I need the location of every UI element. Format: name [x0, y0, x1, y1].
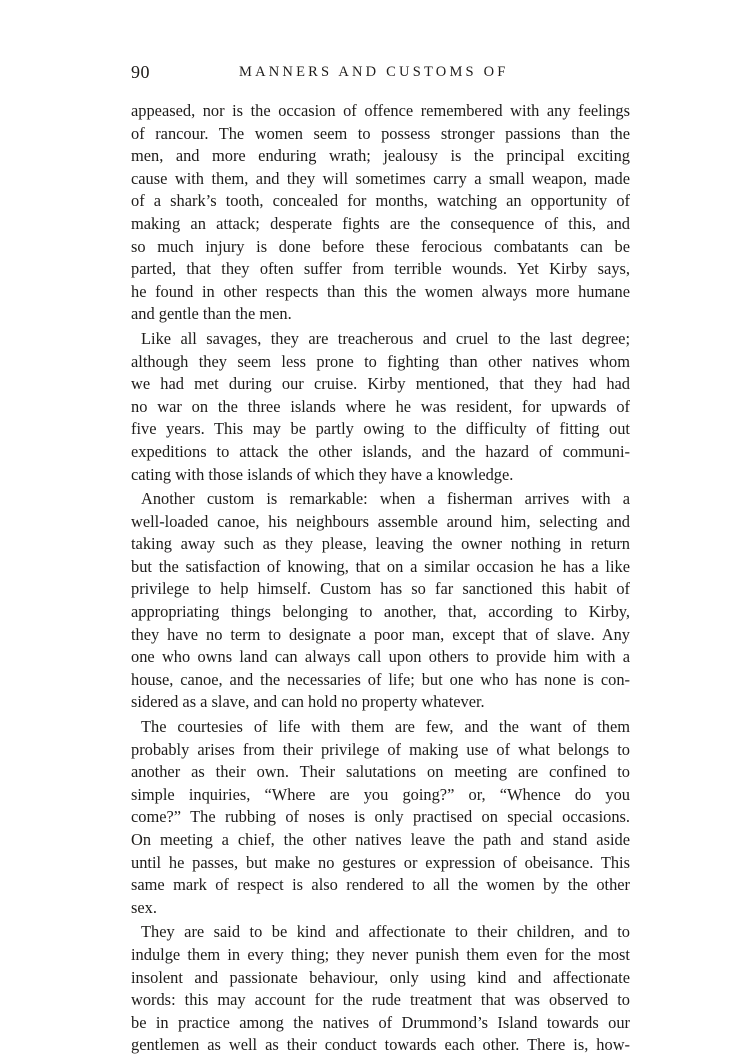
text-line: Like all savages, they are treacherous and cruel to the last degree; [141, 328, 630, 348]
text-line: indulge them in every thing; they never punish them even for the most [131, 944, 630, 964]
text-line: appeased, nor is the occasion of offence remembered with any feelings [131, 101, 630, 120]
paragraph-1 [131, 100, 630, 326]
text-line: same mark of respect is also rendered to all the women by the other [131, 875, 630, 895]
text-line: he found in other respects than this the women always more humane [131, 281, 630, 301]
text-line: gentlemen as well as their conduct towards each other. There is, how- [131, 1035, 630, 1055]
paragraph-3 [131, 488, 630, 714]
paragraph-2 [131, 328, 630, 486]
text-line: they have no term to designate a poor man, except that of slave. Any [131, 624, 630, 644]
text-line: They are said to be kind and affectionate to their children, and to [141, 922, 630, 942]
text-line: house, canoe, and the necessaries of life; but one who has none is con- [131, 669, 630, 689]
text-line: making an attack; desperate fights are the consequence of this, and [131, 213, 630, 233]
text-line: simple inquiries, “Where are you going?” or, “Whence do you [131, 784, 630, 804]
text-line: words: this may account for the rude treatment that was observed to [131, 990, 630, 1010]
text-line: men, and more enduring wrath; jealousy is the principal exciting [131, 146, 630, 166]
text-line: The courtesies of life with them are few, and the want of them [141, 717, 630, 737]
text-line: sex. [131, 897, 157, 917]
running-title: MANNERS AND CUSTOMS OF [239, 64, 509, 80]
text-line: although they seem less prone to fighting than other natives whom [131, 351, 630, 371]
text-line: another as their own. Their salutations on meeting are confined to [131, 762, 630, 782]
text-line: cause with them, and they will sometimes carry a small weapon, made [131, 168, 630, 188]
text-line: and gentle than the men. [131, 304, 292, 324]
text-line: be in practice among the natives of Drummond’s Island towards our [131, 1012, 630, 1032]
text-line: of a shark’s tooth, concealed for months, watching an opportunity of [131, 191, 630, 211]
paragraph-5 [131, 921, 630, 1057]
text-line: insolent and passionate behaviour, only using kind and affectionate [131, 967, 630, 987]
paragraph-4 [131, 716, 630, 919]
body-text [131, 100, 630, 1057]
text-line: of rancour. The women seem to possess stronger passions than the [131, 123, 630, 143]
text-line: taking away such as they please, leaving the owner nothing in return [131, 534, 630, 554]
running-head [131, 62, 631, 88]
text-line: come?” The rubbing of noses is only practised on special occasions. [131, 807, 630, 827]
text-line: one who owns land can always call upon others to provide him with a [131, 647, 630, 667]
text-line: cating with those islands of which they have a knowledge. [131, 464, 514, 484]
text-line: so much injury is done before these ferocious combatants can be [131, 236, 630, 256]
text-line: On meeting a chief, the other natives leave the path and stand aside [131, 830, 630, 849]
text-line: Another custom is remarkable: when a fisherman arrives with a [141, 489, 630, 509]
page-number: 90 [131, 62, 150, 82]
text-line: five years. This may be partly owing to the difficulty of fitting out [131, 419, 630, 439]
text-line: until he passes, but make no gestures or expression of obeisance. This [131, 852, 630, 872]
text-line: privilege to help himself. Custom has so far sanctioned this habit of [131, 579, 630, 599]
text-line: sidered as a slave, and can hold no property whatever. [131, 692, 485, 712]
text-line: appropriating things belonging to another, that, according to Kirby, [131, 602, 630, 622]
text-line: but the satisfaction of knowing, that on a similar occasion he has a like [131, 556, 630, 576]
text-line: well-loaded canoe, his neighbours assemble around him, selecting and [131, 511, 630, 531]
text-line: we had met during our cruise. Kirby mentioned, that they had had [131, 374, 630, 394]
text-line: expeditions to attack the other islands, and the hazard of communi- [131, 441, 630, 461]
text-line: no war on the three islands where he was resident, for upwards of [131, 396, 630, 416]
text-line: probably arises from their privilege of making use of what belongs to [131, 739, 630, 759]
text-line: parted, that they often suffer from terrible wounds. Yet Kirby says, [131, 259, 630, 279]
